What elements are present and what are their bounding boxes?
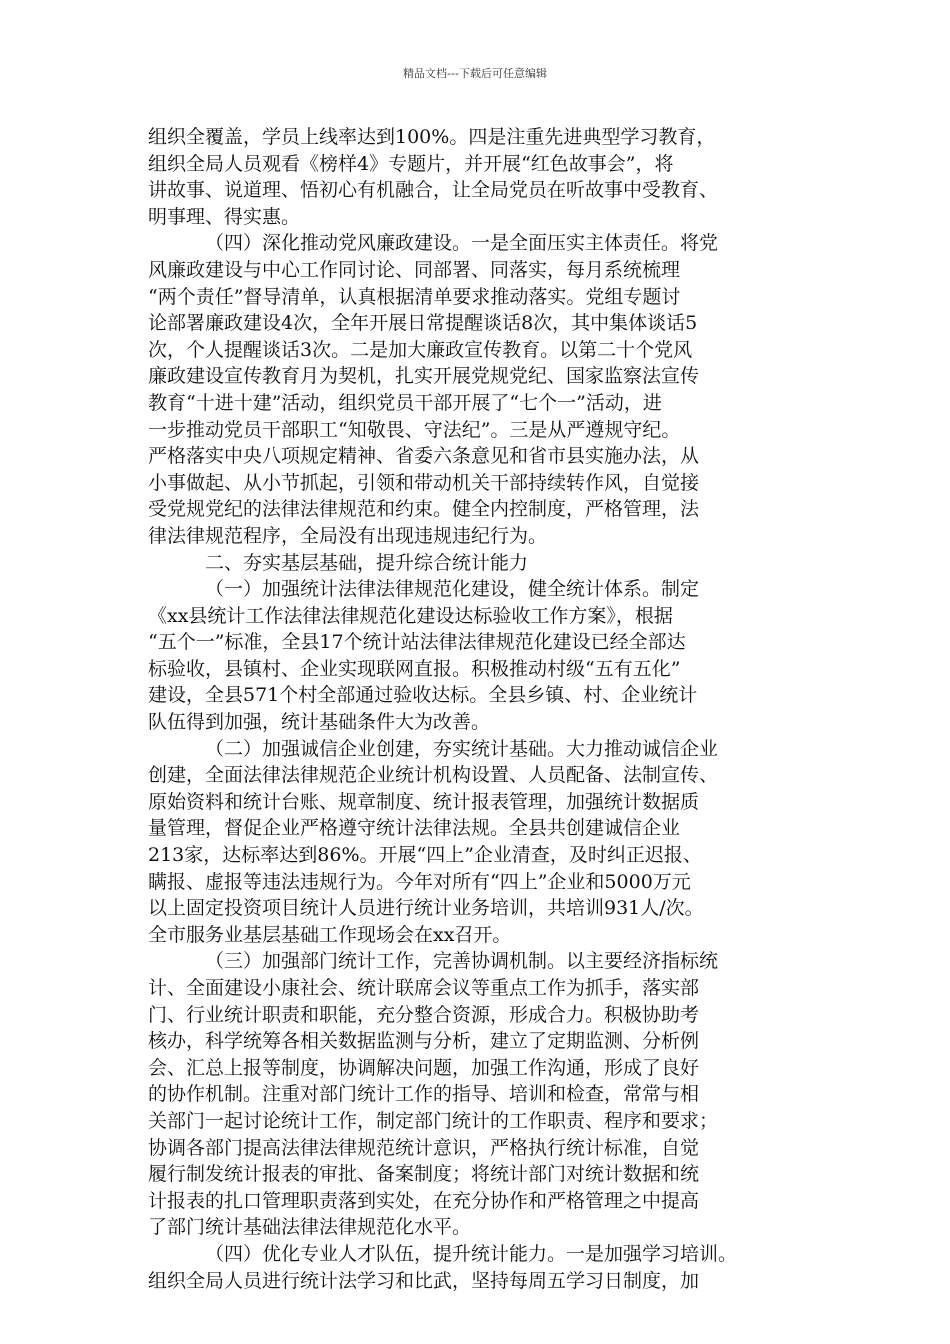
text-line: 关部门一起讨论统计工作，制定部门统计的工作职责、程序和要求； <box>148 1109 719 1132</box>
page-header: 精品文档---下载后可任意编辑 <box>403 67 547 80</box>
text-line: 组织全局人员进行统计法学习和比武，坚持每周五学习日制度，加 <box>148 1269 700 1292</box>
text-line: 组织全局人员观看《榜样4》专题片，并开展“红色故事会”，将 <box>148 152 674 175</box>
text-line: 律法律规范程序，全局没有出现违规违纪行为。 <box>148 524 548 547</box>
text-line: 建设，全县571个村全部通过验收达标。全县乡镇、村、企业统计 <box>148 684 698 707</box>
text-line: 瞒报、虚报等违法违规行为。今年对所有“四上”企业和5000万元 <box>148 870 691 893</box>
text-line: 以上固定投资项目统计人员进行统计业务培训，共培训931人/次。 <box>148 897 704 920</box>
text-line: 会、汇总上报等制度，协调解决问题，加强工作沟通，形成了良好 <box>148 1056 700 1079</box>
paragraph-start-line: （四）深化推动党风廉政建设。一是全面压实主体责任。将党 <box>205 232 719 255</box>
text-line: 廉政建设宣传教育月为契机，扎实开展党规党纪、国家监察法宣传 <box>148 365 700 388</box>
text-line: 核办，科学统筹各相关数据监测与分析，建立了定期监测、分析例 <box>148 1030 700 1053</box>
text-line: 队伍得到加强，统计基础条件大为改善。 <box>148 711 491 734</box>
text-line: 小事做起、从小节抓起，引领和带动机关干部持续转作风，自觉接 <box>148 471 700 494</box>
text-line: 创建，全面法律法律规范企业统计机构设置、人员配备、法制宣传、 <box>148 764 719 787</box>
paragraph-start-line: （四）优化专业人才队伍，提升统计能力。一是加强学习培训。 <box>205 1242 738 1265</box>
text-line: “两个责任”督导清单，认真根据清单要求推动落实。党组专题讨 <box>148 285 681 308</box>
text-line: 的协作机制。注重对部门统计工作的指导、培训和检查，常常与相 <box>148 1083 700 1106</box>
text-line: 标验收，县镇村、企业实现联网直报。积极推动村级“五有五化” <box>148 657 681 680</box>
text-line: 了部门统计基础法律法律规范化水平。 <box>148 1216 472 1239</box>
text-line: 论部署廉政建设4次，全年开展日常提醒谈话8次，其中集体谈话5 <box>148 312 698 335</box>
text-line: 《xx县统计工作法律法律规范化建设达标验收工作方案》，根据 <box>148 604 673 627</box>
text-line: 严格落实中央八项规定精神、省委六条意见和省市县实施办法，从 <box>148 445 700 468</box>
text-line: 全市服务业基层基础工作现场会在xx召开。 <box>148 923 512 946</box>
document-body <box>148 124 818 1294</box>
text-line: 履行制发统计报表的审批、备案制度；将统计部门对统计数据和统 <box>148 1163 700 1186</box>
paragraph-start-line: （三）加强部门统计工作，完善协调机制。以主要经济指标统 <box>205 950 719 973</box>
text-line: 213家，达标率达到86%。开展“四上”企业清查，及时纠正迟报、 <box>148 844 702 867</box>
text-line: 组织全覆盖，学员上线率达到100%。四是注重先进典型学习教育， <box>148 126 716 148</box>
text-line: 协调各部门提高法律法律规范统计意识，严格执行统计标准，自觉 <box>148 1136 700 1159</box>
text-line: 教育“十进十建”活动，组织党员干部开展了“七个一”活动，进 <box>148 391 662 414</box>
paragraph-start-line: （二）加强诚信企业创建，夯实统计基础。大力推动诚信企业 <box>205 737 719 760</box>
text-line: 计、全面建设小康社会、统计联席会议等重点工作为抓手，落实部 <box>148 977 700 999</box>
text-line: 风廉政建设与中心工作同讨论、同部署、同落实，每月系统梳理 <box>148 258 681 281</box>
text-line: “五个一”标准，全县17个统计站法律法律规范化建设已经全部达 <box>148 631 686 654</box>
paragraph-start-line: （一）加强统计法律法律规范化建设，健全统计体系。制定 <box>205 578 700 601</box>
text-line: 计报表的扎口管理职责落到实处，在充分协作和严格管理之中提高 <box>148 1189 700 1212</box>
text-line: 明事理、得实惠。 <box>148 205 301 228</box>
text-line: 量管理，督促企业严格遵守统计法律法规。全县共创建诚信企业 <box>148 817 681 840</box>
text-line: 次，个人提醒谈话3次。二是加大廉政宣传教育。以第二十个党风 <box>148 338 693 361</box>
text-line: 原始资料和统计台账、规章制度、统计报表管理，加强统计数据质 <box>148 790 700 813</box>
text-line: 门、行业统计职责和职能，充分整合资源，形成合力。积极协助考 <box>148 1003 700 1026</box>
text-line: 讲故事、说道理、悟初心有机融合，让全局党员在听故事中受教育、 <box>148 179 719 202</box>
text-line: 一步推动党员干部职工“知敬畏、守法纪”。三是从严遵规守纪。 <box>148 418 681 441</box>
text-line: 受党规党纪的法律法律规范和约束。健全内控制度，严格管理，法 <box>148 498 700 521</box>
section-heading: 二、夯实基层基础，提升综合统计能力 <box>205 551 529 574</box>
